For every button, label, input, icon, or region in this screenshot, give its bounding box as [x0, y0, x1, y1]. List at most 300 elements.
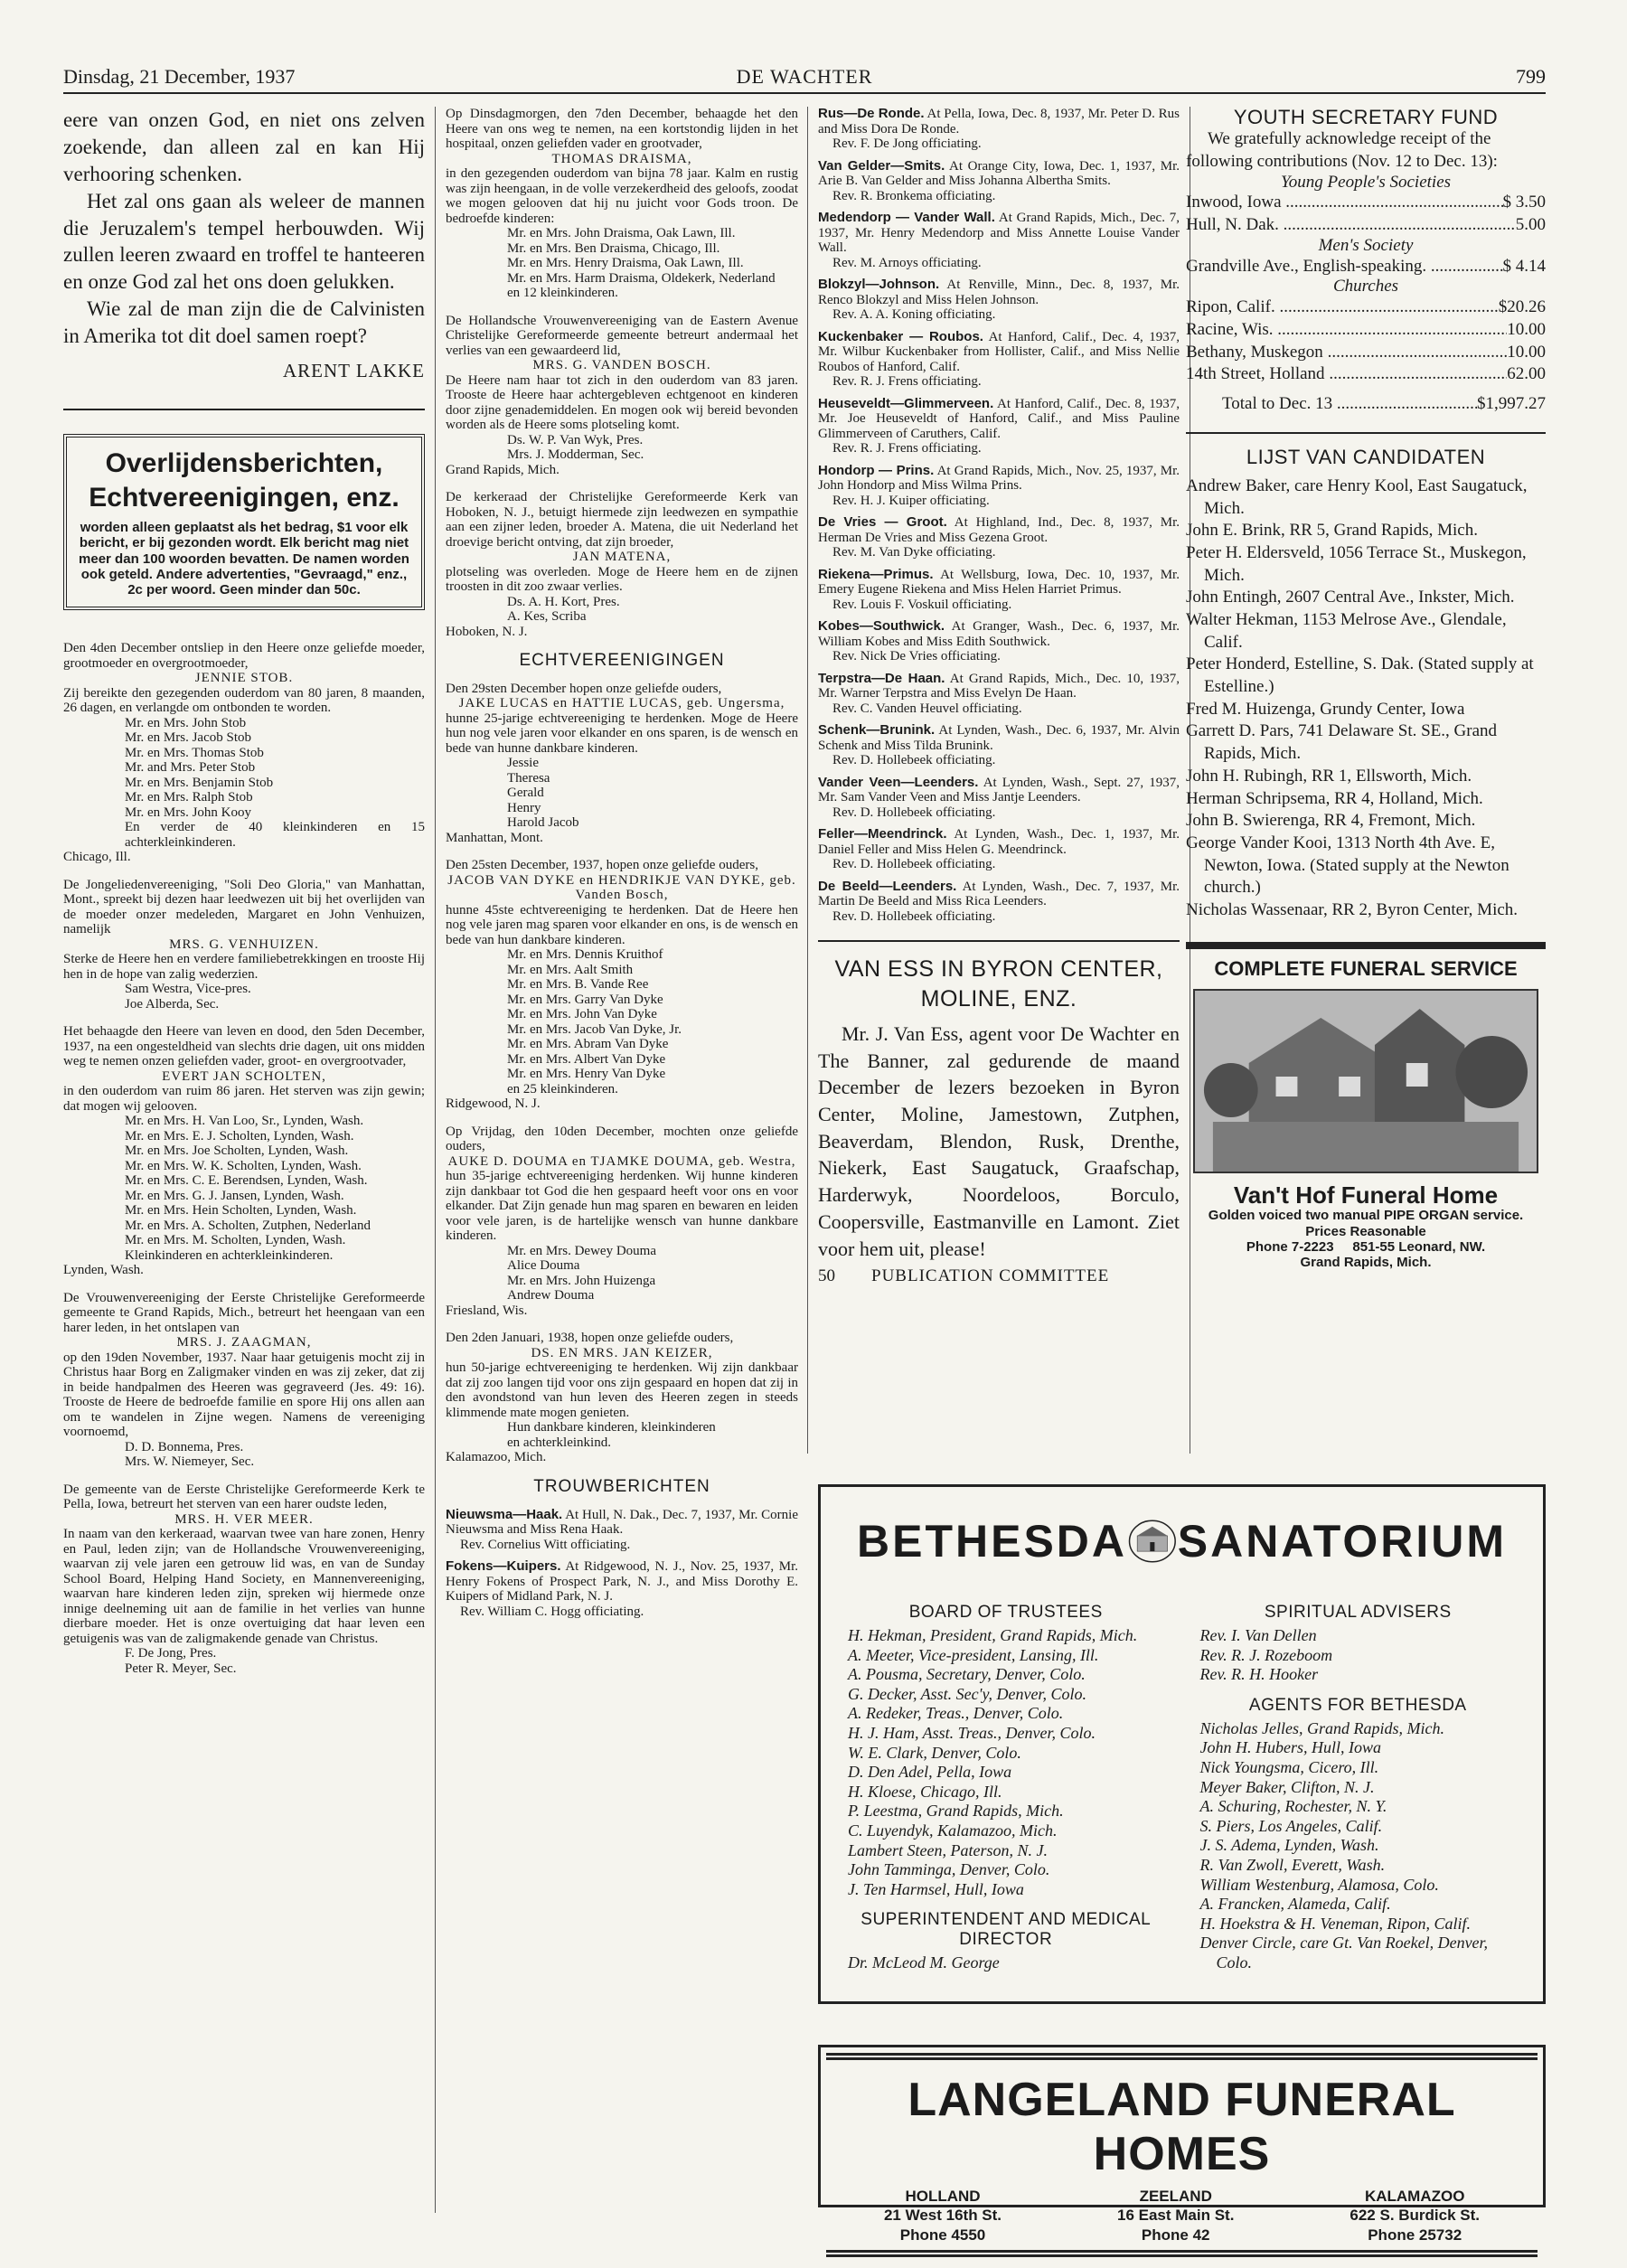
issue-date: Dinsdag, 21 December, 1937 — [63, 65, 296, 88]
fund-donor: Ripon, Calif. ..... — [1186, 296, 1499, 319]
entry-signer: Mr. en Mrs. Dennis Kruithof — [507, 947, 663, 963]
candidates-list — [1186, 447, 1546, 922]
agent-item: H. Hoekstra & H. Veneman, Ripon, Calif. — [1199, 1914, 1471, 1933]
fund-total — [1186, 393, 1546, 416]
column-1 — [63, 107, 425, 2213]
entry-signer: Andrew Douma — [507, 1288, 595, 1303]
location-phone: Phone 42 — [1141, 2226, 1210, 2244]
superintendent-name: Dr. McLeod M. George — [848, 1953, 1000, 1972]
trustees-list — [848, 1626, 1164, 1899]
notice-entry — [63, 1291, 425, 1470]
fund-row — [1186, 342, 1546, 364]
entry-signer: Mr. en Mrs. Ben Draisma, Chicago, Ill. — [507, 240, 720, 256]
wedding-details: At Pella, Iowa, Dec. 8, 1937, Mr. Peter D. Rus and Miss Dora De Ronde. — [818, 107, 1180, 136]
notice-box — [63, 434, 425, 610]
entry-intro: De gemeente van de Eerste Christelijke Gereformeerde Kerk te Pella, Iowa, betreurt het sterven van een harer oudste leden, — [63, 1482, 425, 1512]
adviser-item: Rev. R. H. Hooker — [1199, 1665, 1319, 1684]
officiant: Rev. M. Van Dyke officiating. — [832, 545, 996, 560]
langeland-location — [1117, 2187, 1234, 2244]
fund-intro: We gratefully acknowledge receipt of the following contributions (Nov. 12 to Dec. 13): — [1186, 129, 1498, 171]
entry-signer: Mr. en Mrs. H. Van Loo, Sr., Lynden, Wash. — [125, 1114, 364, 1129]
couple-names: Rus—De Ronde. — [818, 107, 925, 121]
bethesda-left — [848, 1595, 1164, 1973]
entry-name: AUKE D. DOUMA en TJAMKE DOUMA, geb. Westra, — [447, 1153, 796, 1169]
fund-row — [1186, 363, 1546, 386]
location-city: KALAMAZOO — [1364, 2188, 1465, 2205]
entry-signer: Mrs. W. Niemeyer, Sec. — [125, 1454, 255, 1470]
entry-signer: Mr. en Mrs. John Stob — [125, 715, 247, 730]
langeland-ad — [818, 2045, 1546, 2244]
divider — [1186, 432, 1546, 434]
divider — [818, 940, 1180, 942]
agents-list — [1200, 1719, 1517, 1973]
notice-entry — [446, 490, 798, 639]
agent-item: J. S. Adema, Lynden, Wash. — [1199, 1836, 1379, 1855]
entry-signer: Theresa — [507, 770, 550, 786]
officiant: Rev. Nick De Vries officiating. — [832, 649, 1001, 663]
entry-signer: A. Kes, Scriba — [507, 609, 587, 624]
wedding-notice-list — [446, 1508, 798, 1620]
officiant: Rev. D. Hollebeek officiating. — [832, 805, 996, 820]
page-number: 799 — [1516, 65, 1546, 88]
entry-signer: Mr. en Mrs. John Draisma, Oak Lawn, Ill. — [507, 226, 736, 240]
column-2 — [446, 107, 798, 2213]
entry-place: Chicago, Ill. — [63, 850, 131, 865]
officiant: Rev. M. Arnoys officiating. — [832, 255, 982, 270]
wedding-details: At Hanford, Calif., Dec. 4, 1937, Mr. Wilbur Kuckenbaker from Hollister, Calif., and Miss Nellie Roubos of Hanford, Calif. — [818, 329, 1180, 374]
wedding-entry — [818, 568, 1180, 613]
entry-place: Grand Rapids, Mich. — [446, 462, 560, 477]
entry-body: op den 19den November, 1937. Naar haar getuigenis mocht zij in Christus haar Borg en Zaligmaker vinden en was zij zeker, dat zij in beide handpalmen des Heeren was gegraveerd (Jes. 49: 16). Trooste de Heere de bedroefde familie en spore Hij ons allen aan om te wandelen in Zijne wegen. Namens de vereeniging voornoemd, — [63, 1350, 425, 1440]
agent-item: Nick Youngsma, Cicero, Ill. — [1199, 1757, 1379, 1776]
agent-item: Meyer Baker, Clifton, N. J. — [1199, 1777, 1375, 1796]
entry-signer: Harold Jacob — [507, 815, 579, 831]
fund-row — [1186, 256, 1546, 278]
entry-signer: Mr. en Mrs. Ralph Stob — [125, 790, 253, 805]
fund-row — [1186, 192, 1546, 214]
candidate-items — [1186, 475, 1546, 922]
wedding-entry — [818, 827, 1180, 872]
notice-entry — [446, 107, 798, 301]
langeland-location — [884, 2187, 1002, 2244]
trustee-item: W. E. Clark, Denver, Colo. — [848, 1743, 1021, 1762]
officiant: Rev. D. Hollebeek officiating. — [832, 857, 996, 871]
advisers-title: SPIRITUAL ADVISERS — [1264, 1603, 1452, 1622]
location-address: 622 S. Burdick St. — [1350, 2207, 1481, 2225]
location-city: ZEELAND — [1139, 2188, 1212, 2205]
funeral-line: Golden voiced two manual PIPE ORGAN service. — [1208, 1208, 1524, 1224]
couple-names: Medendorp — Vander Wall. — [818, 210, 995, 225]
location-address: 21 West 16th St. — [883, 2207, 1002, 2225]
agent-item: William Westenburg, Alamosa, Colo. — [1199, 1875, 1439, 1894]
entry-signer: Mr. en Mrs. M. Scholten, Lynden, Wash. — [125, 1233, 346, 1248]
location-city: HOLLAND — [905, 2188, 981, 2205]
candidate-item: John H. Rubingh, RR 1, Ellsworth, Mich. — [1186, 766, 1472, 786]
wedding-entry — [818, 776, 1180, 821]
location-phone: Phone 4550 — [899, 2226, 986, 2244]
entry-signer: Mr. en Mrs. John Huizenga — [507, 1273, 656, 1288]
funeral-ad-title: COMPLETE FUNERAL SERVICE — [1214, 956, 1518, 980]
entry-intro: Op Vrijdag, den 10den December, mochten onze geliefde ouders, — [446, 1124, 798, 1154]
wedding-entry — [818, 672, 1180, 717]
fund-group-title: Young People's Societies — [1280, 172, 1452, 192]
fund-donor: Hull, N. Dak. ..... — [1186, 214, 1516, 237]
entry-name: JAN MATENA, — [572, 550, 672, 564]
officiant: Rev. William C. Hogg officiating. — [460, 1604, 644, 1619]
notice-entry — [446, 858, 798, 1112]
entry-place: Manhattan, Mont. — [446, 830, 543, 845]
entry-body: De Heere nam haar tot zich in den ouderdom van 83 jaren. Trooste de Heere haar achtergebleven echtgenoot en kinderen door zijne genademiddelen. En mogen ook wij bereid bevonden worden als de Heere soms plotseling komt. — [446, 372, 798, 432]
youth-fund — [1186, 107, 1546, 416]
candidate-item: John Entingh, 2607 Central Ave., Inkster, Mich. — [1186, 588, 1515, 607]
trustee-item: A. Pousma, Secretary, Denver, Colo. — [848, 1665, 1086, 1684]
entry-signer: Mr. en Mrs. Jacob Stob — [125, 730, 251, 746]
agent-item: R. Van Zwoll, Everett, Wash. — [1199, 1855, 1386, 1874]
notice-entry — [446, 682, 798, 846]
officiant: Rev. D. Hollebeek officiating. — [832, 908, 996, 924]
essay-signature: ARENT LAKKE — [282, 360, 425, 382]
entry-name: DS. EN MRS. JAN KEIZER, — [531, 1345, 713, 1360]
location-phone: Phone 25732 — [1368, 2226, 1462, 2244]
langeland-frame — [826, 2053, 1538, 2257]
essay-paragraph: Het zal ons gaan als weleer de mannen die Jeruzalem's tempel herbouwden. Wij zullen leeren zwaard en troffel te hanteeren en onze God zal het ons doen gelukken. — [63, 189, 425, 294]
couple-names: Schenk—Brunink. — [818, 722, 936, 738]
wedding-details: At Lynden, Wash., Dec. 1, 1937, Mr. Daniel Feller and Miss Helen G. Meendrinck. — [818, 827, 1180, 857]
fund-row — [1186, 296, 1546, 319]
candidate-item: John E. Brink, RR 5, Grand Rapids, Mich. — [1186, 521, 1478, 541]
wedding-details: At Orange City, Iowa, Dec. 1, 1937, Mr. Arie B. Van Gelder and Miss Johanna Albertha Smits. — [818, 158, 1180, 188]
wedding-entry — [818, 211, 1180, 270]
wedding-entry — [818, 330, 1180, 390]
funeral-line: Prices Reasonable — [1305, 1223, 1426, 1239]
entry-place: Friesland, Wis. — [446, 1303, 528, 1318]
wedding-entry — [818, 880, 1180, 925]
van-ess-title: VAN ESS IN BYRON CENTER, MOLINE, ENZ. — [834, 956, 1163, 1012]
entry-signer: Mr. en Mrs. Joe Scholten, Lynden, Wash. — [125, 1143, 349, 1159]
entry-intro: Den 2den Januari, 1938, hopen onze geliefde ouders, — [446, 1331, 734, 1346]
committee-signature: PUBLICATION COMMITTEE — [871, 1266, 1110, 1286]
entry-signer: Mr. en Mrs. Abram Van Dyke — [507, 1037, 669, 1052]
trustee-item: D. Den Adel, Pella, Iowa — [848, 1763, 1012, 1782]
essay-text — [63, 107, 425, 350]
sanatorium-emblem — [1127, 1496, 1178, 1586]
couple-names: De Beeld—Leenders. — [818, 878, 957, 894]
wedding-details: At Lynden, Wash., Dec. 6, 1937, Mr. Alvin Schenk and Miss Tilda Brunink. — [818, 723, 1180, 753]
fund-total-label: Total to Dec. 13 ..... — [1222, 393, 1477, 416]
fund-donor: 14th Street, Holland ..... — [1186, 363, 1507, 386]
entry-name: EVERT JAN SCHOLTEN, — [162, 1068, 326, 1084]
wedding-entry — [818, 278, 1180, 323]
candidate-item: Peter H. Eldersveld, 1056 Terrace St., Muskegon, Mich. — [1186, 542, 1527, 585]
wedding-details: At Wellsburg, Iowa, Dec. 10, 1937, Mr. Emery Eugene Riekena and Miss Helen Harriet Primus. — [818, 567, 1180, 597]
wedding-details: At Ridgewood, N. J., Nov. 25, 1937, Mr. Henry Fokens of Prospect Park, N. J., and Miss Dorothy E. Kuipers of Midland Park, N. J. — [446, 1559, 798, 1605]
officiant: Rev. Louis F. Voskuil officiating. — [832, 597, 1012, 612]
wedding-entry — [446, 1508, 798, 1553]
bethesda-right — [1200, 1595, 1517, 1973]
entry-name: THOMAS DRAISMA, — [551, 151, 692, 166]
entry-signer: Mr. en Mrs. John Van Dyke — [507, 1007, 657, 1022]
trustee-item: C. Luyendyk, Kalamazoo, Mich. — [848, 1821, 1058, 1840]
anniversary-list — [446, 682, 798, 1465]
column-divider — [435, 107, 436, 2213]
candidate-item: Peter Honderd, Estelline, S. Dak. (Stated supply at Estelline.) — [1186, 654, 1534, 697]
fund-row — [1186, 214, 1546, 237]
officiant: Rev. R. J. Frens officiating. — [832, 374, 982, 389]
agent-item: S. Piers, Los Angeles, Calif. — [1199, 1816, 1383, 1835]
entry-intro: Den 4den December ontsliep in den Heere onze geliefde moeder, grootmoeder en overgrootmoeder, — [63, 641, 425, 671]
essay-paragraph: eere van onzen God, en niet ons zelven zoekende, dan alleen zal en kan Hij verhooring schenken. — [63, 108, 425, 185]
trustee-item: H. Hekman, President, Grand Rapids, Mich. — [848, 1626, 1138, 1644]
wedding-notice-list — [818, 107, 1180, 924]
essay-paragraph: Wie zal de man zijn die de Calvinisten in Amerika tot dit doel samen roept? — [63, 297, 425, 348]
entry-signer: Hun dankbare kinderen, kleinkinderen — [507, 1420, 716, 1435]
entry-intro: Op Dinsdagmorgen, den 7den December, behaagde het den Heere van ons weg te nemen, na een kortstondig lijden in het hospitaal, onzen geliefden vader en grootvader, — [446, 107, 798, 151]
wedding-entry — [818, 397, 1180, 456]
entry-body: Zij bereikte den gezegenden ouderdom van 80 jaren, 8 maanden, 26 dagen, en verlangde om ontbonden te worden. — [63, 685, 425, 716]
officiant: Rev. Cornelius Witt officiating. — [460, 1537, 631, 1552]
entry-place: Ridgewood, N. J. — [446, 1096, 541, 1112]
notice-entry — [63, 1024, 425, 1278]
wedding-details: At Renville, Minn., Dec. 8, 1937, Mr. Renco Blokzyl and Miss Helen Johnson. — [818, 278, 1180, 307]
column-4 — [1186, 107, 1546, 1454]
fund-amount: 10.00 — [1507, 342, 1546, 362]
bethesda-ad — [818, 1484, 1546, 2004]
notice-entry — [63, 878, 425, 1012]
trustee-item: P. Leestma, Grand Rapids, Mich. — [848, 1802, 1064, 1821]
candidate-item: George Vander Kooi, 1313 North 4th Ave. E, Newton, Iowa. (Stated supply at the Newton church.) — [1186, 833, 1509, 898]
adviser-item: Rev. I. Van Dellen — [1199, 1626, 1317, 1644]
vant-hof-ad — [1186, 958, 1546, 1271]
column-divider — [807, 107, 808, 1454]
entry-signer: Peter R. Meyer, Sec. — [125, 1661, 237, 1676]
entry-body: Sterke de Heere hen en verdere familiebetrekkingen en trooste Hij hen in de hope van zalig wederzien. — [63, 952, 425, 982]
trustee-item: Lambert Steen, Paterson, N. J. — [848, 1840, 1048, 1859]
entry-signer: Mr. en Mrs. E. J. Scholten, Lynden, Wash. — [125, 1128, 354, 1143]
entry-name: MRS. G. VANDEN BOSCH. — [532, 358, 711, 372]
fund-amount: $ 4.14 — [1502, 256, 1546, 276]
agent-item: A. Francken, Alameda, Calif. — [1199, 1895, 1391, 1914]
superintendent-title: SUPERINTENDENT AND MEDICAL DIRECTOR — [861, 1910, 1152, 1950]
couple-names: Heuseveldt—Glimmerveen. — [818, 395, 994, 411]
entry-name: MRS. H. VER MEER. — [174, 1511, 314, 1527]
entry-signer: En verder de 40 kleinkinderen en 15 achterkleinkinderen. — [125, 820, 425, 850]
couple-names: Kobes—Southwick. — [818, 618, 945, 634]
entry-body: plotseling was overleden. Moge de Heere hem en de zijnen troosten in dit zoo zwaar verlies. — [446, 564, 798, 594]
officiant: Rev. F. De Jong officiating. — [832, 136, 982, 151]
masthead-title: DE WACHTER — [736, 65, 873, 88]
langeland-title: LANGELAND FUNERAL HOMES — [908, 2074, 1456, 2180]
betrothals-heading: TROUWBERICHTEN — [533, 1476, 710, 1496]
notice-number: 50 — [818, 1266, 835, 1286]
entry-signer: Mr. en Mrs. John Kooy — [125, 805, 252, 820]
fund-groups — [1186, 174, 1546, 386]
house-image — [1195, 991, 1537, 1172]
wedding-details: At Lynden, Wash., Sept. 27, 1937, Mr. Sam Vander Veen and Miss Jantje Leenders. — [818, 775, 1180, 805]
entry-body: in den ouderdom van ruim 86 jaren. Het sterven was zijn gewin; dat mogen wij gelooven. — [63, 1084, 425, 1114]
entry-signer: Ds. A. H. Kort, Pres. — [507, 594, 620, 609]
entry-name: JACOB VAN DYKE en HENDRIKJE VAN DYKE, geb. Vanden Bosch, — [447, 872, 796, 903]
notice-entry — [63, 641, 425, 865]
entry-name: MRS. J. ZAAGMAN, — [176, 1335, 312, 1350]
divider — [63, 409, 425, 410]
trustee-item: H. J. Ham, Asst. Treas., Denver, Colo. — [848, 1723, 1096, 1742]
entry-signer: Mr. en Mrs. Benjamin Stob — [125, 775, 274, 790]
entry-signer: Jessie — [507, 756, 539, 771]
entry-signer: Alice Douma — [507, 1258, 580, 1274]
candidate-item: John B. Swierenga, RR 4, Fremont, Mich. — [1186, 811, 1476, 831]
candidate-item: Garrett D. Pars, 741 Delaware St. SE., Grand Rapids, Mich. — [1186, 721, 1498, 764]
entry-signer: D. D. Bonnema, Pres. — [125, 1439, 244, 1454]
trustees-title: BOARD OF TRUSTEES — [908, 1603, 1103, 1622]
couple-names: Van Gelder—Smits. — [818, 157, 945, 174]
entry-signer: Kleinkinderen en achterkleinkinderen. — [125, 1247, 334, 1263]
entry-signer: Mr. en Mrs. Hein Scholten, Lynden, Wash. — [125, 1203, 357, 1219]
fund-amount: 10.00 — [1507, 319, 1546, 339]
bethesda-header — [821, 1487, 1543, 1595]
officiant: Rev. H. J. Kuiper officiating. — [832, 493, 990, 508]
wedding-entry — [818, 515, 1180, 560]
van-ess-notice — [818, 955, 1180, 1286]
fund-group-title: Churches — [1332, 277, 1399, 296]
funeral-line: Phone 7-2223 851-55 Leonard, NW. — [1246, 1238, 1486, 1255]
obituary-list — [446, 107, 798, 639]
entry-signer: Joe Alberda, Sec. — [125, 996, 220, 1012]
fund-group-title: Men's Society — [1318, 235, 1414, 255]
officiant: Rev. R. J. Frens officiating. — [832, 441, 982, 456]
entry-signer: Mr. en Mrs. Albert Van Dyke — [507, 1051, 666, 1067]
trustee-item: J. Ten Harmsel, Hull, Iowa — [848, 1879, 1024, 1898]
funeral-home-photo — [1193, 989, 1538, 1173]
column-3 — [818, 107, 1180, 1454]
wedding-entry — [818, 159, 1180, 204]
entry-name: MRS. G. VENHUIZEN. — [169, 936, 319, 952]
couple-names: Fokens—Kuipers. — [446, 1558, 561, 1575]
wedding-details: At Grand Rapids, Mich., Dec. 10, 1937, Mr. Warner Terpstra and Miss Evelyn De Haan. — [818, 671, 1180, 701]
couple-names: Feller—Meendrinck. — [818, 826, 947, 842]
entry-intro: Het behaagde den Heere van leven en dood, den 5den December, 1937, na een ongesteldheid van slechts drie dagen, uit ons midden weg te nemen onzen geliefden vader, groot- en overgrootvader, — [63, 1024, 425, 1069]
candidates-title: LIJST VAN CANDIDATEN — [1246, 445, 1486, 468]
wedding-entry — [818, 107, 1180, 152]
trustee-item: A. Redeker, Treas., Denver, Colo. — [848, 1704, 1064, 1723]
wedding-details: At Grand Rapids, Mich., Dec. 7, 1937, Mr. Henry Medendorp and Miss Annette Louise Vander Wall. — [818, 211, 1180, 255]
bethesda-word: BETHESDA — [857, 1516, 1128, 1567]
trustee-item: A. Meeter, Vice-president, Lansing, Ill. — [848, 1645, 1099, 1664]
entry-name: JAKE LUCAS en HATTIE LUCAS, geb. Ungersma, — [458, 696, 785, 711]
agent-item: A. Schuring, Rochester, N. Y. — [1199, 1797, 1387, 1816]
fund-donor: Grandville Ave., English-speaking. ..... — [1186, 256, 1503, 278]
couple-names: Terpstra—De Haan. — [818, 670, 945, 686]
page-header — [63, 63, 1546, 94]
officiant: Rev. C. Vanden Heuvel officiating. — [832, 701, 1022, 716]
entry-signer: Mr. en Mrs. Garry Van Dyke — [507, 992, 663, 1007]
langeland-location — [1350, 2187, 1480, 2244]
wedding-entry — [818, 464, 1180, 509]
officiant: Rev. D. Hollebeek officiating. — [832, 753, 996, 767]
fund-total-value: $1,997.27 — [1477, 394, 1546, 414]
wedding-entry — [446, 1559, 798, 1619]
entry-intro: De Hollandsche Vrouwenvereeniging van de Eastern Avenue Christelijke Gereformeerde gemeente betreurt andermaal het verlies van een gewaardeerd lid, — [446, 313, 798, 358]
fund-title: YOUTH SECRETARY FUND — [1233, 107, 1499, 128]
trustee-item: John Tamminga, Denver, Colo. — [848, 1860, 1050, 1879]
entry-signer: Mr. and Mrs. Peter Stob — [125, 760, 256, 776]
couple-names: Kuckenbaker — Roubos. — [818, 328, 983, 344]
entry-intro: De Jongeliedenvereeniging, "Soli Deo Gloria," van Manhattan, Mont., spreekt bij dezen haar leedwezen uit bij het overlijden van de moeder onzer medeleden, Margaret en John Venhuizen, namelijk — [63, 877, 425, 937]
entry-signer: Mr. en Mrs. Aalt Smith — [507, 962, 634, 977]
entry-intro: De kerkeraad der Christelijke Gereformeerde Kerk van Hoboken, N. J., betuigt hiermede zijn leedwezen en sympathie aan een zijner leden, broeder A. Matena, die uit Nederland het droevige bericht ontving, dat zijn broeder, — [446, 490, 798, 550]
weddings-heading: ECHTVEREENIGINGEN — [519, 651, 725, 670]
trustee-item: G. Decker, Asst. Sec'y, Denver, Colo. — [848, 1684, 1086, 1703]
candidate-item: Nicholas Wassenaar, RR 2, Byron Center, Mich. — [1186, 899, 1519, 919]
funeral-home-name: Van't Hof Funeral Home — [1233, 1181, 1499, 1209]
wedding-details: At Grand Rapids, Mich., Nov. 25, 1937, Mr. John Hondorp and Miss Wilma Prins. — [818, 463, 1180, 493]
couple-names: Riekena—Primus. — [818, 566, 934, 582]
agent-item: Denver Circle, care Gt. Van Roekel, Denver, Colo. — [1199, 1934, 1489, 1972]
entry-place: Hoboken, N. J. — [446, 624, 528, 639]
van-ess-footer — [818, 1267, 1180, 1286]
candidate-item: Fred M. Huizenga, Grundy Center, Iowa — [1186, 699, 1465, 719]
wedding-details: At Granger, Wash., Dec. 6, 1937, Mr. William Kobes and Miss Edith Southwick. — [818, 619, 1180, 649]
entry-signer: en 25 kleinkinderen. — [507, 1081, 618, 1096]
sanatorium-word: SANATORIUM — [1177, 1516, 1507, 1567]
notice-body: worden alleen geplaatst als het bedrag, $1 voor elk bericht, er bij gezonden wordt. Elk bericht mag niet meer dan 100 woorden bevatten. De namen worden ook geteld. Andere advertenties, "Gevraagd," enz., 2c per woord. Geen minder dan 50c. — [79, 520, 409, 598]
wedding-details: At Hull, N. Dak., Dec. 7, 1937, Mr. Cornie Nieuwsma and Miss Rena Haak. — [446, 1507, 798, 1538]
entry-name: JENNIE STOB. — [194, 671, 294, 686]
candidate-item: Walter Hekman, 1153 Melrose Ave., Glendale, Calif. — [1186, 610, 1507, 652]
officiant: Rev. A. A. Koning officiating. — [832, 307, 996, 322]
entry-signer: Mr. en Mrs. Thomas Stob — [125, 745, 264, 760]
notice-entry — [446, 1331, 798, 1465]
funeral-line: Grand Rapids, Mich. — [1300, 1255, 1432, 1271]
entry-intro: De Vrouwenvereeniging der Eerste Christelijke Gereformeerde gemeente te Grand Rapids, Mich., betreurt het heengaan van een harer leden, in het ontslapen van — [63, 1290, 425, 1335]
entry-signer: Mr. en Mrs. G. J. Jansen, Lynden, Wash. — [125, 1188, 344, 1203]
entry-place: Lynden, Wash. — [63, 1263, 144, 1278]
entry-body: hunne 45ste echtvereeniging te herdenken. Dat de Heere hen nog vele jaren mag sparen voor elkander en ons, is de wensch en bede van hun dankbare kinderen. — [446, 902, 798, 947]
entry-signer: Mr. en Mrs. Jacob Van Dyke, Jr. — [507, 1021, 682, 1037]
couple-names: De Vries — Groot. — [818, 514, 947, 530]
fund-donor: Racine, Wis. ..... — [1186, 319, 1507, 342]
notice-entry — [446, 314, 798, 478]
langeland-locations — [826, 2181, 1538, 2250]
entry-signer: Ds. W. P. Van Wyk, Pres. — [507, 432, 644, 447]
fund-amount: $20.26 — [1498, 297, 1546, 317]
van-ess-body: Mr. J. Van Ess, agent voor De Wachter en The Banner, zal gedurende de maand December de lezers bezoeken in Byron Center, Moline, Jamestown, Zutphen, Beaverdam, Blendon, Rusk, Drenthe, Niekerk, East Saugatuck, Graafschap, Harderwyk, Noordeloos, Borculo, Coopersville, Eastmanville en Lamont. Ziet voor hem uit, please! — [818, 1022, 1180, 1260]
notice-entry — [446, 1125, 798, 1319]
entry-place: Kalamazoo, Mich. — [446, 1450, 547, 1465]
entry-signer: Mr. en Mrs. W. K. Scholten, Lynden, Wash. — [125, 1158, 362, 1173]
entry-signer: Mr. en Mrs. C. E. Berendsen, Lynden, Wash. — [125, 1173, 368, 1189]
adviser-item: Rev. R. J. Rozeboom — [1199, 1645, 1333, 1664]
agents-title: AGENTS FOR BETHESDA — [1248, 1695, 1467, 1715]
entry-body: hun 35-jarige echtvereeniging herdenken. Wij hunne kinderen zijn dankbaar tot God die hen gespaard heeft voor ons en voor elkander. Dat Zijn genade hun mag sparen en bewaren en leiden voor vele jaren, is de hartelijke wensch van hunne dankbare kinderen. — [446, 1169, 798, 1244]
entry-signer: Mr. en Mrs. Henry Van Dyke — [507, 1067, 666, 1082]
entry-intro: Den 29sten December hopen onze geliefde ouders, — [446, 681, 722, 696]
entry-signer: Mr. en Mrs. A. Scholten, Zutphen, Nederland — [125, 1218, 371, 1233]
entry-signer: Sam Westra, Vice-pres. — [125, 982, 251, 997]
fund-amount: $ 3.50 — [1502, 193, 1546, 212]
wedding-entry — [818, 619, 1180, 664]
entry-body: In naam van den kerkeraad, waarvan twee van hare zonen, Henry en Paul, leden zijn; van de Hollandsche Vrouwenvereeniging, waarvan zij vele jaren een getrouw lid was, en van de Sunday School Board, Helping Hand Society, en Mannenvereeniging, waarvan hare kinderen leden zijn, spreken wij hiermede onze innige deelneming uit aan de familie in het verlies van hunne dierbare moeder. Het is onze overtuiging dat haar leven een getuigenis was van de zaligmakende genade van Christus. — [63, 1527, 425, 1646]
fund-donor: Inwood, Iowa ..... — [1186, 192, 1503, 214]
couple-names: Blokzyl—Johnson. — [818, 277, 940, 292]
notice-entry — [63, 1482, 425, 1677]
agent-item: Nicholas Jelles, Grand Rapids, Mich. — [1199, 1718, 1444, 1737]
advisers-list — [1200, 1626, 1517, 1685]
agent-item: John H. Hubers, Hull, Iowa — [1199, 1738, 1381, 1757]
entry-signer: F. De Jong, Pres. — [125, 1646, 217, 1661]
fund-amount: 5.00 — [1515, 215, 1546, 235]
wedding-details: At Hanford, Calif., Dec. 8, 1937, Mr. Joe Heuseveldt of Hanford, Calif., and Miss Pauline Glimmerveen of Caruthers, Calif. — [818, 396, 1180, 441]
entry-signer: Mr. en Mrs. B. Vande Ree — [507, 977, 649, 993]
